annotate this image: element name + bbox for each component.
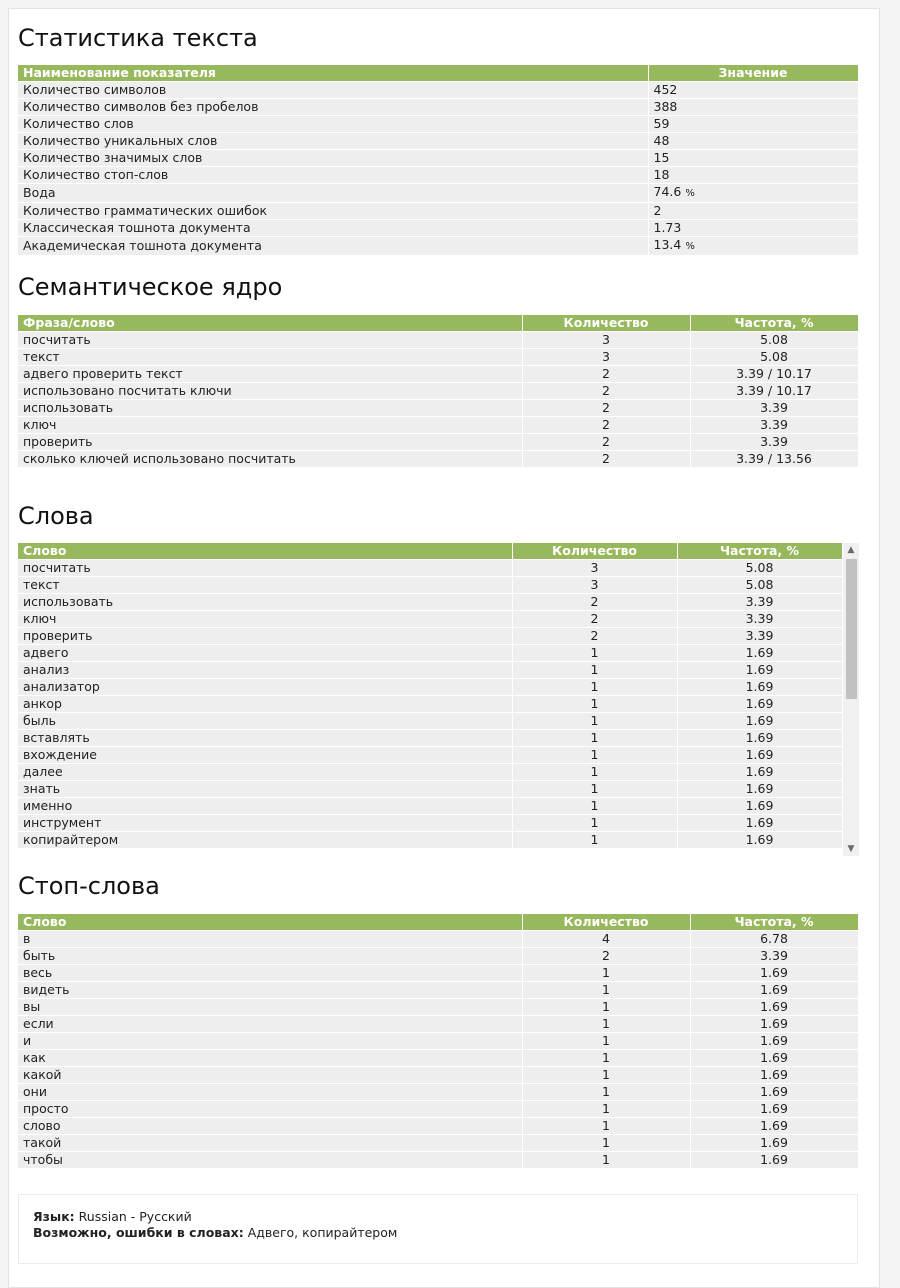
freq-cell: 1.69 [690,999,858,1016]
count-cell: 1 [522,1118,690,1135]
col-header-word: Слово [18,914,522,931]
word-cell: проверить [18,628,512,645]
count-cell: 1 [522,1084,690,1101]
indicator-value: 59 [653,116,670,131]
table-row [18,1118,858,1135]
semantic-core-title: Семантическое ядро [18,273,283,301]
table-row [18,220,858,237]
freq-cell: 3.39 [690,948,858,965]
count-cell: 2 [522,948,690,965]
count-cell: 1 [512,679,677,696]
table-row [18,349,858,366]
scroll-up-arrow-icon[interactable]: ▲ [847,545,855,555]
col-header-freq: Частота, % [690,914,858,931]
semantic-core-table-wrap [18,315,859,467]
table-row [18,366,858,383]
table-row [18,1084,858,1101]
word-cell: использовать [18,400,522,417]
table-row [18,332,858,349]
table-row [18,982,858,999]
freq-cell: 1.69 [677,713,842,730]
word-cell: такой [18,1135,522,1152]
freq-cell: 1.69 [677,798,842,815]
freq-cell: 3.39 [690,400,858,417]
count-cell: 2 [522,366,690,383]
col-header-phrase: Фраза/слово [18,315,522,332]
table-row [18,1016,858,1033]
word-cell: ключ [18,611,512,628]
freq-cell: 1.69 [690,1033,858,1050]
count-cell: 2 [522,383,690,400]
col-header-count: Количество [512,543,677,560]
word-cell: весь [18,965,522,982]
text-stats-table-wrap [18,65,859,255]
table-row [18,1101,858,1118]
freq-cell: 5.08 [690,349,858,366]
freq-cell: 5.08 [690,332,858,349]
table-row [18,116,858,133]
word-cell: чтобы [18,1152,522,1169]
indicator-name: Количество слов [18,116,648,133]
words-table [18,543,843,848]
indicator-name: Классическая тошнота документа [18,220,648,237]
freq-cell: 6.78 [690,931,858,948]
freq-cell: 1.69 [690,1016,858,1033]
table-row [18,594,842,611]
word-cell: они [18,1084,522,1101]
indicator-name: Академическая тошнота документа [18,237,648,256]
word-cell: как [18,1050,522,1067]
freq-cell: 1.69 [690,1135,858,1152]
language-value: Russian - Русский [78,1209,192,1224]
col-header-indicator: Наименование показателя [18,65,648,82]
word-cell: какой [18,1067,522,1084]
word-cell: быль [18,713,512,730]
indicator-value-cell [648,82,858,99]
indicator-name: Количество грамматических ошибок [18,203,648,220]
count-cell: 1 [522,1050,690,1067]
errors-line [33,1225,843,1241]
indicator-name: Количество значимых слов [18,150,648,167]
freq-cell: 1.69 [677,696,842,713]
count-cell: 1 [512,696,677,713]
table-row [18,645,842,662]
semantic-core-table [18,315,859,467]
count-cell: 1 [512,764,677,781]
count-cell: 1 [512,747,677,764]
count-cell: 1 [512,781,677,798]
indicator-value-cell [648,220,858,237]
count-cell: 2 [522,451,690,468]
language-label: Язык: [33,1209,75,1224]
indicator-value-cell [648,237,858,256]
word-cell: анализатор [18,679,512,696]
word-cell: сколько ключей использовано посчитать [18,451,522,468]
indicator-name: Количество стоп-слов [18,167,648,184]
count-cell: 1 [512,832,677,849]
col-header-count: Количество [522,914,690,931]
words-scroll-container[interactable] [18,543,859,856]
table-row [18,1067,858,1084]
count-cell: 1 [522,1016,690,1033]
table-row [18,203,858,220]
word-cell: анализ [18,662,512,679]
word-cell: вхождение [18,747,512,764]
table-row [18,434,858,451]
indicator-value: 2 [653,203,662,218]
freq-cell: 1.69 [677,781,842,798]
indicator-value: 452 [653,82,678,97]
count-cell: 2 [512,611,677,628]
word-cell: копирайтером [18,832,512,849]
table-row [18,184,858,203]
word-cell: слово [18,1118,522,1135]
count-cell: 3 [522,349,690,366]
freq-cell: 1.69 [677,645,842,662]
freq-cell: 1.69 [690,1118,858,1135]
words-title: Слова [18,502,94,530]
errors-label: Возможно, ошибки в словах: [33,1225,244,1240]
freq-cell: 3.39 [677,628,842,645]
language-line [33,1209,843,1225]
stop-words-table [18,914,859,1168]
table-row [18,999,858,1016]
table-row [18,662,842,679]
scrollbar-thumb[interactable] [846,559,857,699]
table-row [18,679,842,696]
table-row [18,815,842,832]
word-cell: посчитать [18,560,512,577]
freq-cell: 1.69 [690,1067,858,1084]
word-cell: знать [18,781,512,798]
word-cell: анкор [18,696,512,713]
freq-cell: 3.39 / 13.56 [690,451,858,468]
count-cell: 2 [512,628,677,645]
count-cell: 2 [522,400,690,417]
freq-cell: 1.69 [677,679,842,696]
freq-cell: 1.69 [690,982,858,999]
word-cell: быть [18,948,522,965]
indicator-unit: % [685,241,695,252]
indicator-value: 48 [653,133,670,148]
freq-cell: 5.08 [677,577,842,594]
freq-cell: 1.69 [677,832,842,849]
word-cell: текст [18,349,522,366]
indicator-value: 1.73 [653,220,682,235]
count-cell: 1 [512,730,677,747]
table-row [18,383,858,400]
indicator-value: 74.6 [653,184,682,199]
words-scrollbar[interactable] [843,543,859,856]
table-row [18,713,842,730]
count-cell: 3 [512,560,677,577]
indicator-value-cell [648,203,858,220]
col-header-freq: Частота, % [677,543,842,560]
scroll-down-arrow-icon[interactable]: ▼ [847,844,855,854]
errors-value: Адвего, копирайтером [247,1225,398,1240]
word-cell: текст [18,577,512,594]
table-row [18,417,858,434]
table-row [18,611,842,628]
freq-cell: 1.69 [677,747,842,764]
count-cell: 1 [522,1152,690,1169]
word-cell: использовать [18,594,512,611]
word-cell: проверить [18,434,522,451]
col-header-freq: Частота, % [690,315,858,332]
count-cell: 1 [522,1033,690,1050]
word-cell: использовано посчитать ключи [18,383,522,400]
count-cell: 1 [522,965,690,982]
freq-cell: 1.69 [690,1152,858,1169]
word-cell: просто [18,1101,522,1118]
table-row [18,696,842,713]
indicator-value-cell [648,167,858,184]
table-row [18,832,842,849]
freq-cell: 1.69 [690,965,858,982]
freq-cell: 5.08 [677,560,842,577]
freq-cell: 3.39 / 10.17 [690,366,858,383]
count-cell: 1 [522,1067,690,1084]
col-header-value: Значение [648,65,858,82]
word-cell: видеть [18,982,522,999]
table-row [18,747,842,764]
count-cell: 1 [522,999,690,1016]
table-row [18,1135,858,1152]
table-row [18,400,858,417]
text-stats-table [18,65,859,255]
count-cell: 1 [522,1135,690,1152]
count-cell: 1 [512,645,677,662]
indicator-name: Количество уникальных слов [18,133,648,150]
freq-cell: 1.69 [677,662,842,679]
freq-cell: 1.69 [690,1084,858,1101]
table-row [18,931,858,948]
word-cell: ключ [18,417,522,434]
col-header-word: Слово [18,543,512,560]
freq-cell: 1.69 [690,1050,858,1067]
indicator-value: 13.4 [653,237,682,252]
count-cell: 2 [512,594,677,611]
word-cell: вставлять [18,730,512,747]
freq-cell: 1.69 [690,1101,858,1118]
indicator-value: 15 [653,150,670,165]
table-row [18,1050,858,1067]
table-row [18,628,842,645]
freq-cell: 3.39 [677,594,842,611]
table-row [18,167,858,184]
word-cell: и [18,1033,522,1050]
text-stats-title: Статистика текста [18,24,258,52]
table-row [18,82,858,99]
word-cell: далее [18,764,512,781]
count-cell: 1 [512,815,677,832]
freq-cell: 1.69 [677,764,842,781]
indicator-value-cell [648,150,858,167]
freq-cell: 3.39 [690,434,858,451]
table-row [18,965,858,982]
count-cell: 1 [522,1101,690,1118]
word-cell: адвего проверить текст [18,366,522,383]
word-cell: инструмент [18,815,512,832]
freq-cell: 3.39 [677,611,842,628]
indicator-name: Вода [18,184,648,203]
table-row [18,577,842,594]
word-cell: вы [18,999,522,1016]
indicator-unit: % [685,188,695,199]
indicator-name: Количество символов без пробелов [18,99,648,116]
count-cell: 4 [522,931,690,948]
indicator-value: 388 [653,99,678,114]
table-row [18,237,858,256]
stop-words-title: Стоп-слова [18,872,160,900]
indicator-value: 18 [653,167,670,182]
count-cell: 3 [522,332,690,349]
freq-cell: 1.69 [677,815,842,832]
stop-words-table-wrap [18,914,859,1168]
word-cell: адвего [18,645,512,662]
table-row [18,798,842,815]
language-info-box [18,1194,858,1264]
indicator-value-cell [648,184,858,203]
table-row [18,948,858,965]
table-row [18,764,842,781]
count-cell: 2 [522,434,690,451]
table-row [18,451,858,468]
indicator-name: Количество символов [18,82,648,99]
table-row [18,1033,858,1050]
col-header-count: Количество [522,315,690,332]
freq-cell: 1.69 [677,730,842,747]
indicator-value-cell [648,116,858,133]
table-row [18,99,858,116]
count-cell: 2 [522,417,690,434]
word-cell: посчитать [18,332,522,349]
count-cell: 1 [512,713,677,730]
freq-cell: 3.39 / 10.17 [690,383,858,400]
table-row [18,1152,858,1169]
word-cell: если [18,1016,522,1033]
word-cell: в [18,931,522,948]
indicator-value-cell [648,99,858,116]
freq-cell: 3.39 [690,417,858,434]
count-cell: 1 [512,662,677,679]
table-row [18,781,842,798]
word-cell: именно [18,798,512,815]
table-row [18,133,858,150]
table-row [18,730,842,747]
count-cell: 1 [512,798,677,815]
count-cell: 1 [522,982,690,999]
count-cell: 3 [512,577,677,594]
indicator-value-cell [648,133,858,150]
table-row [18,560,842,577]
table-row [18,150,858,167]
